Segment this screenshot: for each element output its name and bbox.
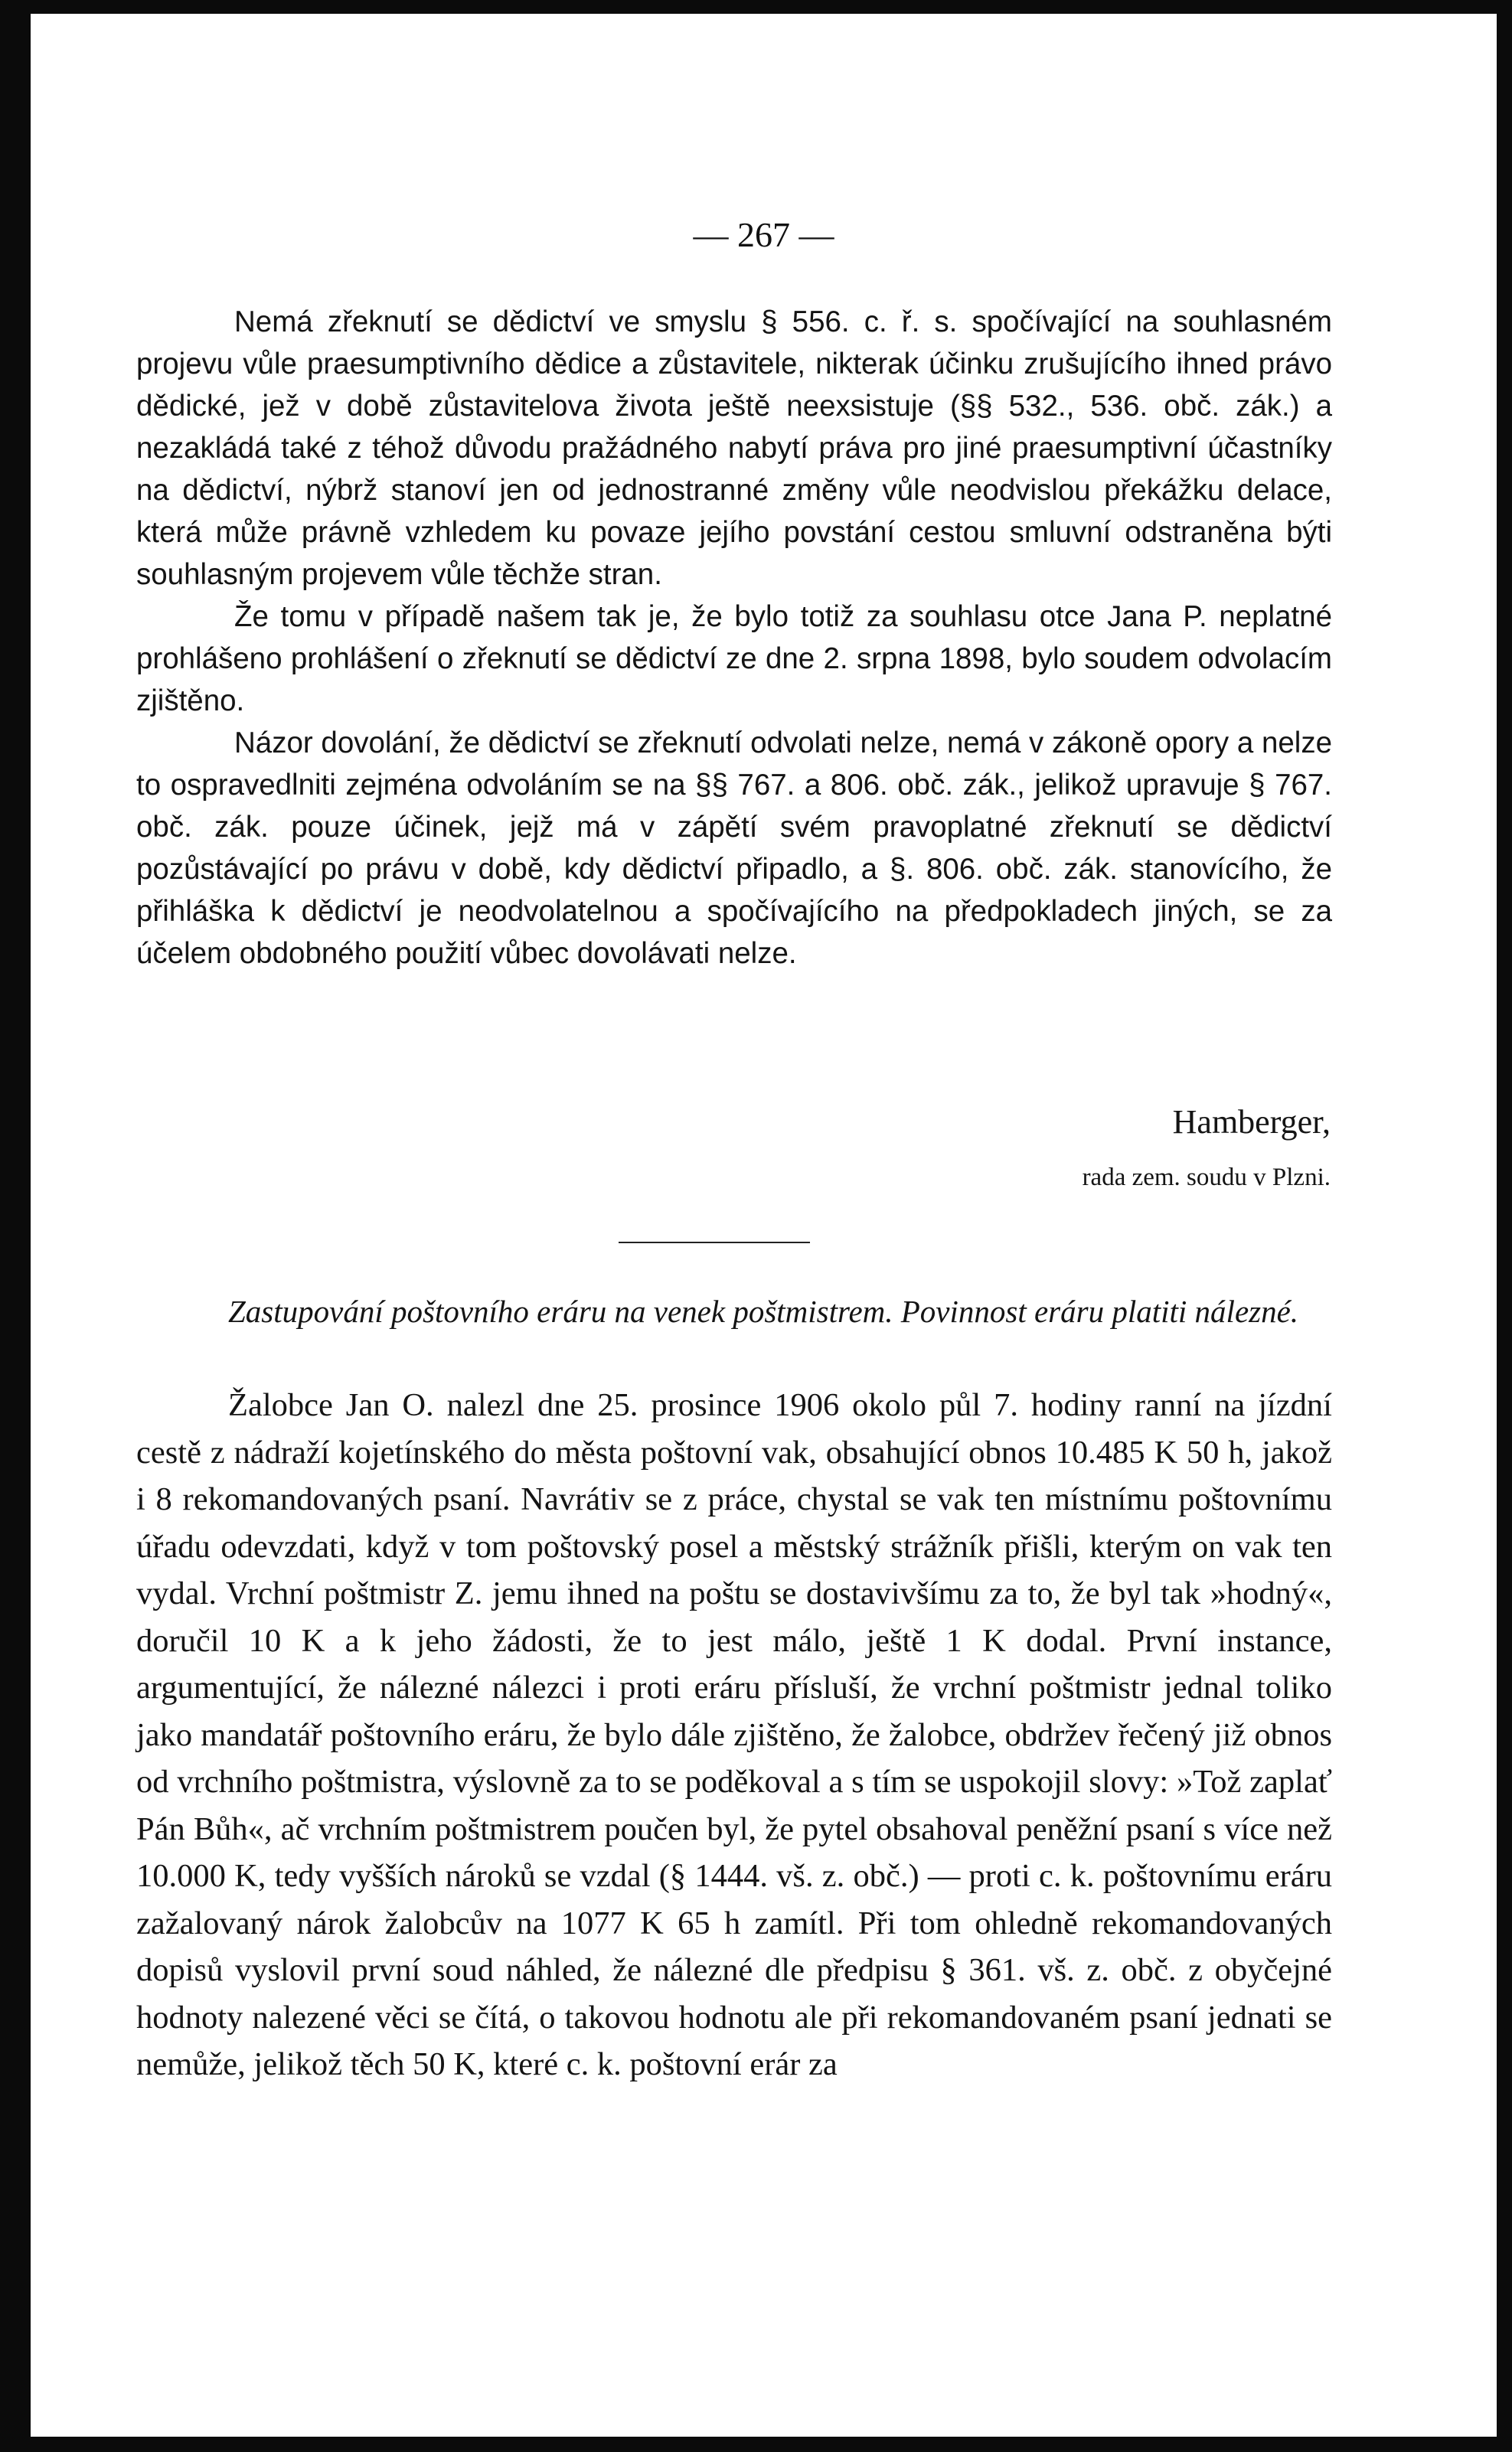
page-number: — 267 — [693,215,834,254]
paragraph-finding: Že tomu v případě našem tak je, že bylo totiž za souhlasu otce Jana P. neplatné prohlášeno prohlášení o zřeknutí se dědictví ze dne 2. srpna 1898, bylo soudem odvolacím zjištěno. [136,600,1332,717]
book-page [31,14,1497,2437]
section-divider [619,1242,810,1243]
legal-reasoning [136,301,1332,975]
signature-name: Hamberger, [1172,1103,1331,1141]
case-text: Žalobce Jan O. nalezl dne 25. prosince 1906 okolo půl 7. hodiny ranní na jízdní cestě z nádraží kojetínského do města poštovní vak, obsahující obnos 10.485 K 50 h, jakož i 8 rekomandovaných psaní. Navrátiv se z práce, chystal se vak ten místnímu poštovnímu úřadu odevzdati, když v tom poštovský posel a městský strážník přišli, kterým on vak ten vydal. Vrchní poštmistr Z. jemu ihned na poštu se dostavivšímu za to, že byl tak »hodný«, doručil 10 K a k jeho žádosti, že to jest málo, ještě 1 K dodal. První instance, argumentující, že nálezné nálezci i proti eráru přísluší, že vrchní poštmistr jednal toliko jako mandatář poštovního eráru, že bylo dále zjištěno, že žalobce, obdržev řečený již obnos od vrchního poštmistra, výslovně za to se poděkoval a s tím se uspokojil slovy: »Tož zaplať Pán Bůh«, ač vrchním poštmistrem poučen byl, že pytel obsahoval peněžní psaní s více než 10.000 K, tedy vyšších nároků se vzdal (§ 1444. vš. z. obč.) — proti c. k. poštovnímu eráru zažalovaný nárok žalobcův na 1077 K 65 h zamítl. Při tom ohledně rekomandovaných dopisů vyslovil první soud náhled, že nálezné dle předpisu § 361. vš. z. obč. z obyčejné hodnoty nalezené věci se čítá, o takovou hodnotu ale při rekomandovaném psaní jednati se nemůže, jelikož těch 50 K, které c. k. poštovní erár za [136,1387,1332,2082]
paragraph-renunciation: Nemá zřeknutí se dědictví ve smyslu § 556. c. ř. s. spočívající na souhlasném projevu vůle praesumptivního dědice a zůstavitele, nikterak účinku zrušujícího ihned právo dědické, jež v době zůstavitelova života ještě neexsistuje (§§ 532., 536. obč. zák.) a nezakládá také z téhož důvodu pražádného nabytí práva pro jiné praesumptivní účastníky na dědictví, nýbrž stanoví jen od jednostranné změny vůle neodvislou překážku delace, která může právně vzhledem ku povaze jejího povstání cestou smluvní odstraněna býti souhlasným projevem vůle těchže stran. [136,305,1332,591]
case-body [136,1382,1332,2088]
paragraph-appeal: Názor dovolání, že dědictví se zřeknutí odvolati nelze, nemá v zákoně opory a nelze to ospravedlniti zejména odvoláním se na §§ 767. a 806. obč. zák., jelikož upravuje § 767. obč. zák. pouze účinek, jejž má v zápětí svém pravoplatné zřeknutí se dědictví pozůstávající po právu v době, kdy dědictví připadlo, a §. 806. obč. zák. stanovícího, že přihláška k dědictví je neodvolatelnou a spočívajícího na předpokladech jiných, se za účelem obdobného použití vůbec dovolávati nelze. [136,726,1332,970]
case-title: Zastupování poštovního eráru na venek poštmistrem. Povinnost eráru platiti nálezné. [228,1294,1299,1329]
case-heading [136,1290,1332,1333]
signature-title: rada zem. soudu v Plzni. [1082,1164,1331,1191]
